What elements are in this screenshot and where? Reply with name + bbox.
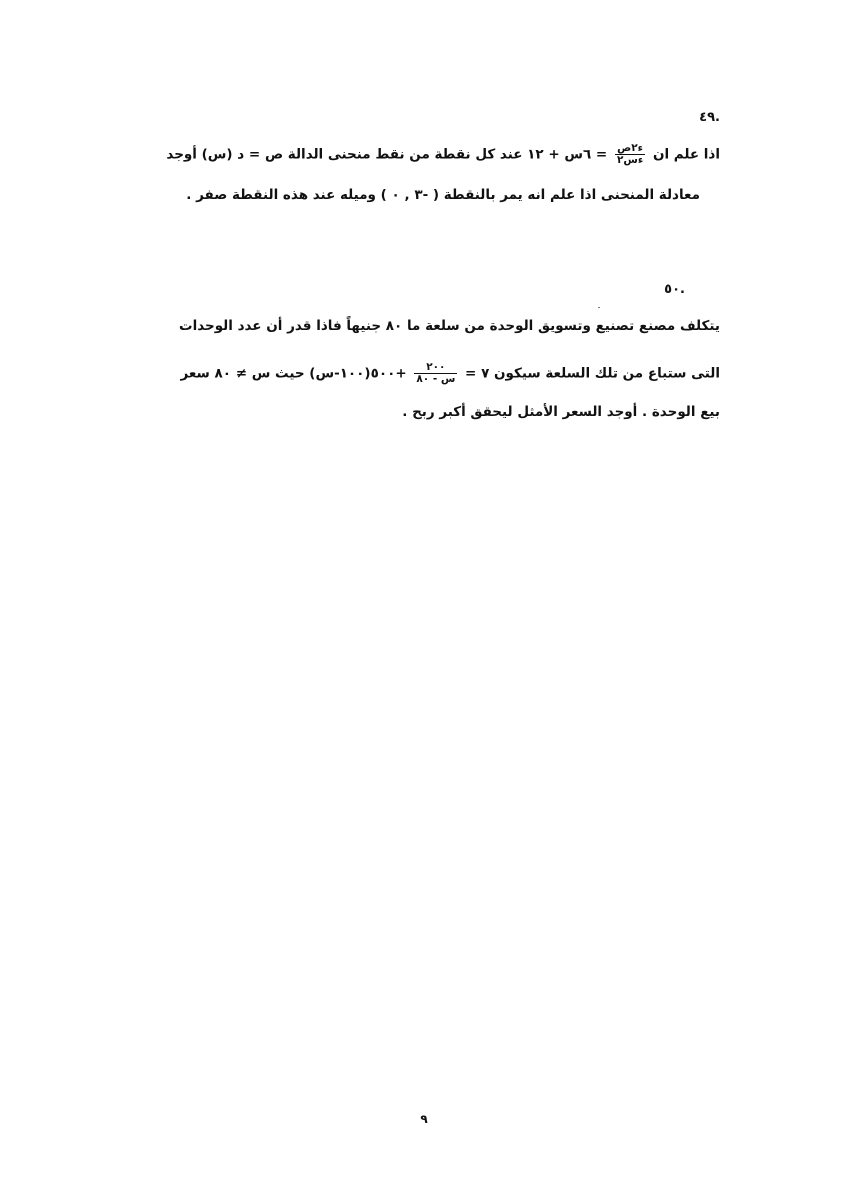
fraction-denominator: ءس٢ — [616, 154, 644, 167]
fraction-numerator: ء٢ص — [615, 143, 645, 155]
problem-49-line-2: معادلة المنحنى اذا علم انه يمر بالنقطة ( -٣ , ٠ ) وميله عند هذه النقطة صفر . — [186, 187, 700, 203]
problem-49-line-1-start: اذا علم ان — [652, 146, 720, 163]
problem-49-number: .٤٩ — [699, 110, 720, 125]
problem-50-line-1: يتكلف مصنع تصنيع وتسويق الوحدة من سلعة ما ٨٠ جنيهاً فاذا قدر أن عدد الوحدات — [179, 318, 720, 334]
problem-50-line-2-start: التى ستباع من تلك السلعة سيكون ٧ = — [465, 365, 720, 382]
problem-50-line-2-end: +٥٠٠(١٠٠-س) حيث س ≠ ٨٠ سعر — [180, 365, 407, 382]
fraction-denominator: س - ٨٠ — [416, 373, 456, 386]
demand-fraction — [414, 362, 457, 385]
problem-49-line-1-end: = ٦س + ١٢ عند كل نقطة من نقط منحنى الدالة ص = د (س) أوجد — [166, 146, 608, 163]
scan-speck — [598, 307, 600, 308]
second-derivative-fraction — [615, 143, 645, 166]
problem-49-line-1 — [166, 143, 720, 166]
problem-50-number: .٥٠ — [664, 282, 685, 297]
problem-50-line-3: بيع الوحدة . أوجد السعر الأمثل ليحقق أكبر ربح . — [402, 404, 720, 420]
problem-50-line-2 — [181, 362, 720, 385]
fraction-numerator: ٢٠٠ — [414, 362, 457, 374]
page-number: ٩ — [420, 1112, 428, 1126]
